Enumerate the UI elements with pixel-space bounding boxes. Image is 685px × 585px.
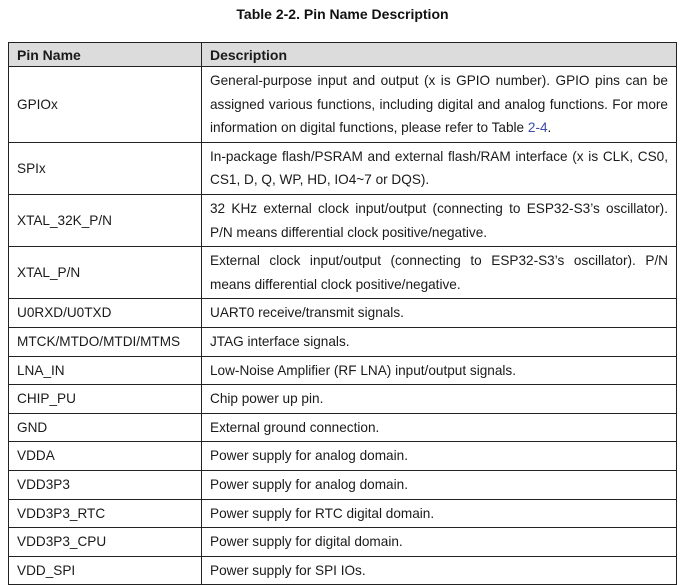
pin-name-cell: VDD3P3_CPU xyxy=(9,528,202,557)
table-row xyxy=(9,499,677,528)
description-cell: UART0 receive/transmit signals. xyxy=(202,299,677,328)
table-row xyxy=(9,327,677,356)
description-cell: 32 KHz external clock input/output (connecting to ESP32-S3’s oscillator). P/N means differential clock positive/negative. xyxy=(202,194,677,246)
table-row xyxy=(9,356,677,385)
description-text: General-purpose input and output (x is GPIO number). GPIO pins can be assigned various functions, including digital and analog functions. For more information on digital functions, please refer to Table xyxy=(210,73,668,136)
table-header-row xyxy=(9,43,677,67)
table-row xyxy=(9,194,677,246)
description-cell: Low-Noise Amplifier (RF LNA) input/output signals. xyxy=(202,356,677,385)
pin-name-cell: CHIP_PU xyxy=(9,385,202,414)
header-pin-name: Pin Name xyxy=(9,43,202,67)
pin-name-cell: GPIOx xyxy=(9,67,202,143)
table-row xyxy=(9,67,677,143)
table-row xyxy=(9,470,677,499)
description-cell: Power supply for analog domain. xyxy=(202,470,677,499)
pin-name-cell: VDD3P3_RTC xyxy=(9,499,202,528)
table-row xyxy=(9,442,677,471)
table-row xyxy=(9,247,677,299)
table-row xyxy=(9,528,677,557)
pin-name-cell: LNA_IN xyxy=(9,356,202,385)
description-cell: External clock input/output (connecting to ESP32-S3’s oscillator). P/N means differential clock positive/negative. xyxy=(202,247,677,299)
pin-name-cell: MTCK/MTDO/MTDI/MTMS xyxy=(9,327,202,356)
description-cell xyxy=(202,67,677,143)
description-cell: In-package flash/PSRAM and external flash/RAM interface (x is CLK, CS0, CS1, D, Q, WP, HD, IO4~7 or DQS). xyxy=(202,142,677,194)
pin-name-cell: XTAL_P/N xyxy=(9,247,202,299)
description-cell: Chip power up pin. xyxy=(202,385,677,414)
description-tail: . xyxy=(547,120,552,136)
description-cell: Power supply for digital domain. xyxy=(202,528,677,557)
description-cell: JTAG interface signals. xyxy=(202,327,677,356)
pin-name-cell: SPIx xyxy=(9,142,202,194)
table-row xyxy=(9,413,677,442)
description-cell: Power supply for RTC digital domain. xyxy=(202,499,677,528)
pin-name-cell: GND xyxy=(9,413,202,442)
description-cell: Power supply for analog domain. xyxy=(202,442,677,471)
description-cell: Power supply for SPI IOs. xyxy=(202,556,677,585)
pin-description-table xyxy=(8,42,677,585)
table-row xyxy=(9,299,677,328)
pin-name-cell: VDD3P3 xyxy=(9,470,202,499)
table-row xyxy=(9,385,677,414)
pin-name-cell: VDDA xyxy=(9,442,202,471)
table-caption: Table 2-2. Pin Name Description xyxy=(236,6,449,22)
header-description: Description xyxy=(202,43,677,67)
table-row xyxy=(9,556,677,585)
table-reference-link[interactable]: 2-4 xyxy=(527,120,548,136)
pin-name-cell: XTAL_32K_P/N xyxy=(9,194,202,246)
pin-name-cell: VDD_SPI xyxy=(9,556,202,585)
table-row xyxy=(9,142,677,194)
pin-name-cell: U0RXD/U0TXD xyxy=(9,299,202,328)
description-cell: External ground connection. xyxy=(202,413,677,442)
